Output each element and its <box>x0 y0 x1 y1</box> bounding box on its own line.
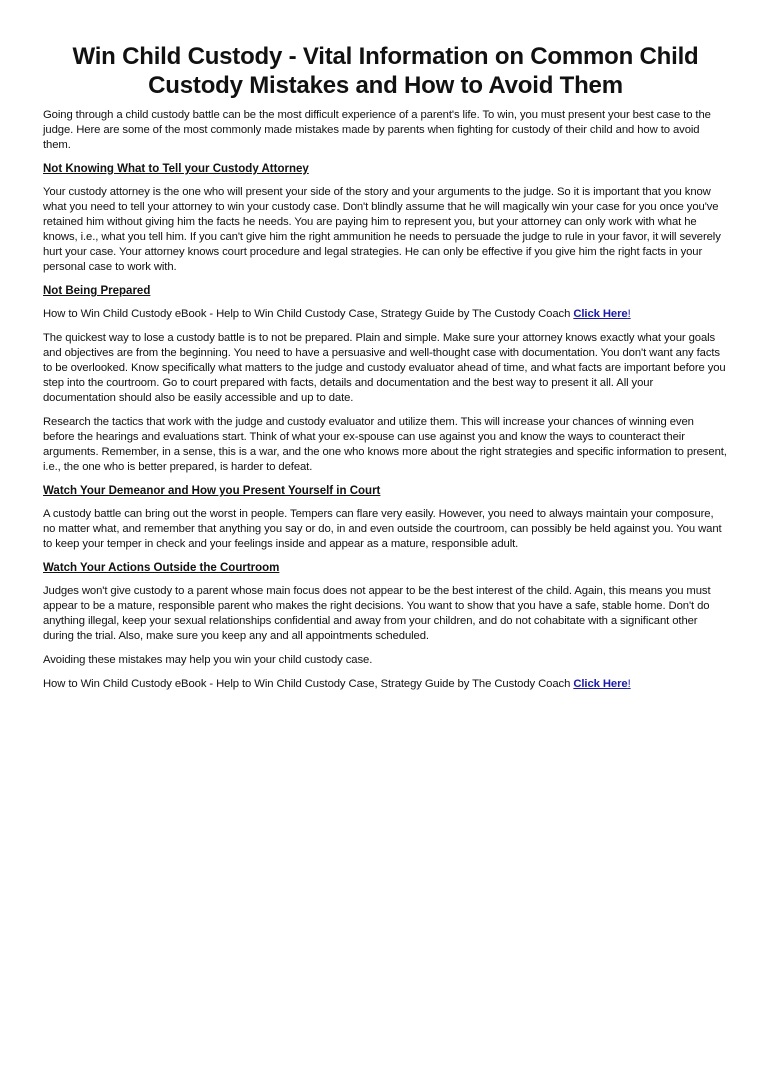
click-here-link[interactable]: Click Here <box>573 678 628 690</box>
page-title: Win Child Custody - Vital Information on Common Child Custody Mistakes and How to Avoid Them <box>72 43 699 99</box>
section-heading-actions: Watch Your Actions Outside the Courtroom <box>43 562 280 574</box>
section-paragraph: Your custody attorney is the one who will present your side of the story and your arguments to the judge. So it is important that you know what you need to tell your attorney to win your custody case. Don't blindly assume that he will magically win your case for you once you've retained him without giving him the facts he needs. You are paying him to represent you, but your attorney can only work with what he knows, i.e., what you tell him. If you can't give him the right ammunition he needs to persuade the judge to rule in your favor, it will severely hurt your case. Your attorney knows court procedure and legal strategies. He can only be effective if you give him the right facts in your personal case to work with. <box>43 186 721 273</box>
closing-paragraph: Avoiding these mistakes may help you win your child custody case. <box>43 654 373 666</box>
section-heading-attorney: Not Knowing What to Tell your Custody Attorney <box>43 163 309 175</box>
intro-paragraph: Going through a child custody battle can be the most difficult experience of a parent's life. To win, you must present your best case to the judge. Here are some of the most commonly made mistakes made by parents when fighting for custody of their child and how to avoid them. <box>43 109 711 151</box>
section-paragraph: The quickest way to lose a custody battle is to not be prepared. Plain and simple. Make sure your attorney knows exactly what your goals and objectives are from the beginning. You need to have a persuasive and well-thought case with documentation. You don't want any facts to be overlooked. Know specifically what matters to the judge and custody evaluator ahead of time, and what facts are important before you step into the courtroom. Go to court prepared with facts, details and documentation and the best way to present it all. All your documentation should also be easily accessible and up to date. <box>43 332 726 404</box>
promo-line <box>43 677 728 692</box>
section-paragraph: A custody battle can bring out the worst in people. Tempers can flare very easily. However, you need to always maintain your composure, no matter what, and remember that anything you say or do, in and even outside the courtroom, can possibly be held against you. You want to keep your temper in check and your feelings inside and appear as a mature, responsible adult. <box>43 508 722 550</box>
section-paragraph: Judges won't give custody to a parent whose main focus does not appear to be the best interest of the child. Again, this means you must appear to be a mature, responsible parent who makes the right decisions. You want to show that you have a safe, stable home. Don't do anything illegal, keep your sexual relationships confidential and away from your children, and do not cohabitate with a significant other during the trial. Also, make sure you keep any and all appointments scheduled. <box>43 585 711 642</box>
promo-text: How to Win Child Custody eBook - Help to Win Child Custody Case, Strategy Guide by The Custody Coach <box>43 308 574 320</box>
promo-text: How to Win Child Custody eBook - Help to Win Child Custody Case, Strategy Guide by The Custody Coach <box>43 678 574 690</box>
promo-line <box>43 307 728 322</box>
document-page <box>43 42 728 701</box>
promo-exclamation: ! <box>627 678 631 690</box>
click-here-link[interactable]: Click Here <box>573 308 628 320</box>
section-paragraph: Research the tactics that work with the judge and custody evaluator and utilize them. This will increase your chances of winning even before the hearings and evaluations start. Think of what your ex-spouse can use against you and know the ways to counteract their arguments. Remember, in a sense, this is a war, and the one who knows more about the right strategies and specific information to present, i.e., the one who is better prepared, is harder to defeat. <box>43 416 727 473</box>
section-heading-prepared: Not Being Prepared <box>43 285 151 297</box>
section-heading-demeanor: Watch Your Demeanor and How you Present Yourself in Court <box>43 485 381 497</box>
promo-exclamation: ! <box>627 308 631 320</box>
